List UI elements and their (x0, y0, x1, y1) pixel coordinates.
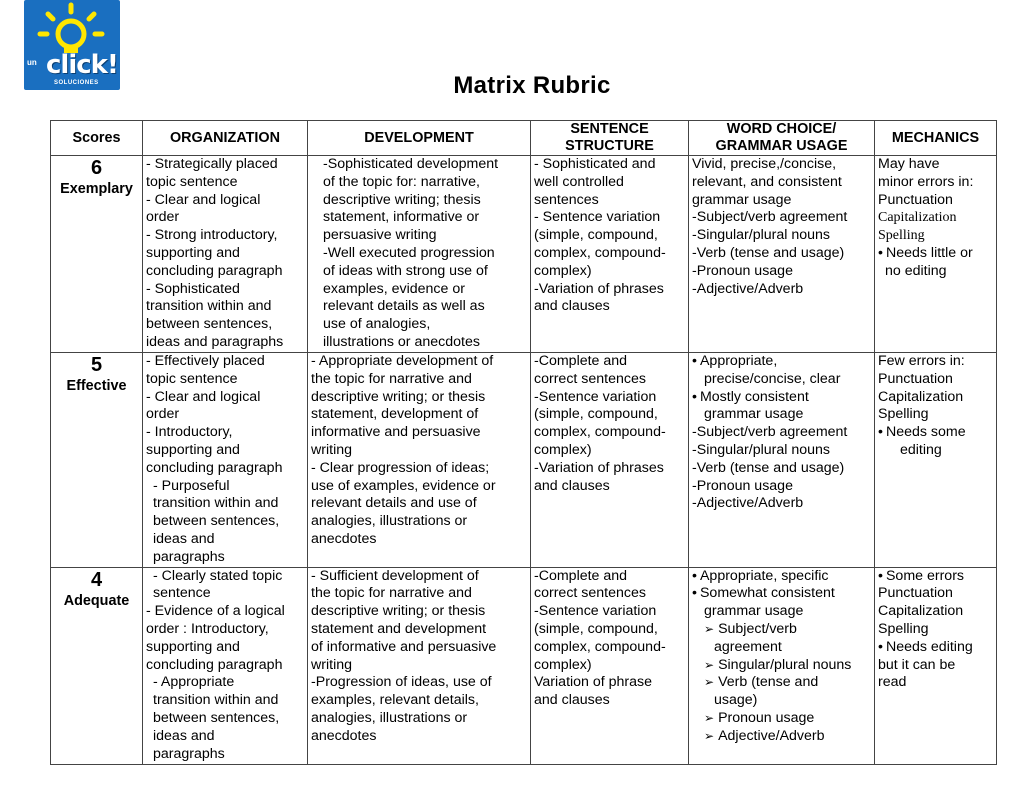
header-scores: Scores (51, 121, 143, 156)
word-choice-cell: • Appropriate, precise/concise, clear • Mostly consistent grammar usage -Subject/verb agreement -Singular/plural nouns -Verb (tense and usage) -Pronoun usage -Adjective/Adverb (689, 353, 875, 568)
table-row (51, 567, 997, 764)
organization-cell: - Effectively placed topic sentence - Clear and logical order - Introductory, supporting and concluding paragraph - Purposeful transition within and between sentences, ideas and paragraphs (143, 353, 308, 568)
logo-subtitle: SOLUCIONES (54, 80, 99, 86)
score-label: Effective (66, 378, 127, 394)
word-choice-cell: Vivid, precise,/concise, relevant, and consistent grammar usage -Subject/verb agreement -Singular/plural nouns -Verb (tense and usage) -Pronoun usage -Adjective/Adverb (689, 156, 875, 353)
header-sentence-structure: SENTENCE STRUCTURE (531, 121, 689, 156)
page-title: Matrix Rubric (453, 72, 611, 99)
score-label: Exemplary (60, 181, 133, 197)
score-cell (51, 567, 143, 764)
table-row (51, 353, 997, 568)
development-cell: - Appropriate development of the topic for narrative and descriptive writing; or thesis statement, development of informative and persuasive writing - Clear progression of ideas; use of examples, evidence or relevant details and use of analogies, illustrations or anecdotes (308, 353, 531, 568)
organization-cell: - Clearly stated topic sentence - Evidence of a logical order : Introductory, supporting and concluding paragraph - Appropriate transition within and between sentences, ideas and paragraphs (143, 567, 308, 764)
mechanics-cell: • Some errors Punctuation Capitalization Spelling • Needs editing but it can be read (875, 567, 997, 764)
sentence-structure-cell: - Sophisticated and well controlled sentences - Sentence variation (simple, compound, complex, compound- complex) -Variation of phrases and clauses (531, 156, 689, 353)
table-row (51, 156, 997, 353)
organization-cell: - Strategically placed topic sentence - Clear and logical order - Strong introductory, supporting and concluding paragraph - Sophisticated transition within and between sentences, ideas and paragraphs (143, 156, 308, 353)
score-cell (51, 156, 143, 353)
header-development: DEVELOPMENT (308, 121, 531, 156)
rubric-table (50, 120, 997, 765)
score-number: 6 (90, 157, 103, 179)
header-organization: ORGANIZATION (143, 121, 308, 156)
mechanics-cell: May have minor errors in: Punctuation Capitalization Spelling • Needs little or no editing (875, 156, 997, 353)
header-row (51, 121, 997, 156)
logo-brand: click! (46, 50, 118, 80)
header-word-choice: WORD CHOICE/ GRAMMAR USAGE (689, 121, 875, 156)
development-cell: -Sophisticated development of the topic for: narrative, descriptive writing; thesis statement, informative or persuasive writing -Well executed progression of ideas with strong use of examples, evidence or relevant details as well as use of analogies, illustrations or anecdotes (308, 156, 531, 353)
word-choice-cell: • Appropriate, specific • Somewhat consistent grammar usage ➢ Subject/verb agreement ➢ Singular/plural nouns ➢ Verb (tense and usage) ➢ Pronoun usage ➢ Adjective/Adverb (689, 567, 875, 764)
score-number: 5 (90, 354, 103, 376)
score-number: 4 (90, 568, 103, 591)
sentence-structure-cell: -Complete and correct sentences -Sentence variation (simple, compound, complex, compound- complex) Variation of phrase and clauses (531, 567, 689, 764)
score-label: Adequate (63, 592, 130, 609)
logo-prefix: un (27, 58, 37, 67)
sentence-structure-cell: -Complete and correct sentences -Sentence variation (simple, compound, complex, compound- complex) -Variation of phrases and clauses (531, 353, 689, 568)
mechanics-cell: Few errors in: Punctuation Capitalization Spelling • Needs some editing (875, 353, 997, 568)
header-mechanics: MECHANICS (875, 121, 997, 156)
development-cell: - Sufficient development of the topic for narrative and descriptive writing; or thesis statement and development of informative and persuasive writing -Progression of ideas, use of examples, relevant details, analogies, illustrations or anecdotes (308, 567, 531, 764)
score-cell (51, 353, 143, 568)
